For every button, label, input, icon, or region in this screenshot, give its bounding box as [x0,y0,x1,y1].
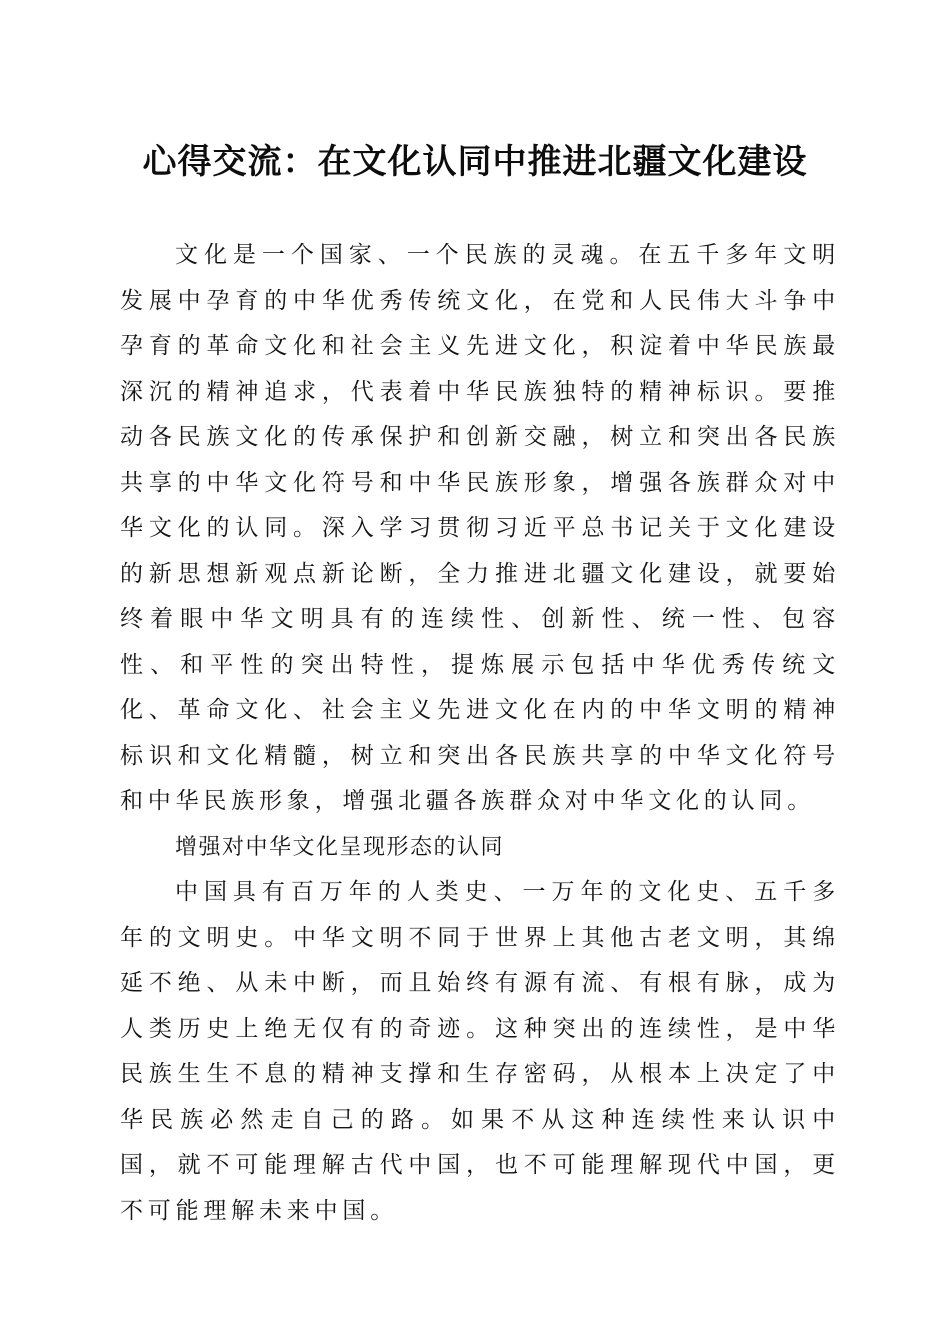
paragraph-continuity: 中国具有百万年的人类史、一万年的文化史、五千多年的文明史。中华文明不同于世界上其他古老文明，其绵延不绝、从未中断，而且始终有源有流、有根有脉，成为人类历史上绝无仅有的奇迹。这种突出的连续性，是中华民族生生不息的精神支撑和生存密码，从根本上决定了中华民族必然走自己的路。如果不从这种连续性来认识中国，就不可能理解古代中国，也不可能理解现代中国，更不可能理解未来中国。 [120,879,840,1224]
section-heading: 增强对中华文化呈现形态的认同 [175,834,505,860]
page-title: 心得交流：在文化认同中推进北疆文化建设 [142,142,808,182]
paragraph-intro: 文化是一个国家、一个民族的灵魂。在五千多年文明发展中孕育的中华优秀传统文化，在党和人民伟大斗争中孕育的革命文化和社会主义先进文化，积淀着中华民族最深沉的精神追求，代表着中华民族独特的精神标识。要推动各民族文化的传承保护和创新交融，树立和突出各民族共享的中华文化符号和中华民族形象，增强各族群众对中华文化的认同。深入学习贯彻习近平总书记关于文化建设的新思想新观点新论断，全力推进北疆文化建设，就要始终着眼中华文明具有的连续性、创新性、统一性、包容性、和平性的突出特性，提炼展示包括中华优秀传统文化、革命文化、社会主义先进文化在内的中华文明的精神标识和文化精髓，树立和突出各民族共享的中华文化符号和中华民族形象，增强北疆各族群众对中华文化的认同。 [120,242,840,814]
document-body [120,233,840,1234]
